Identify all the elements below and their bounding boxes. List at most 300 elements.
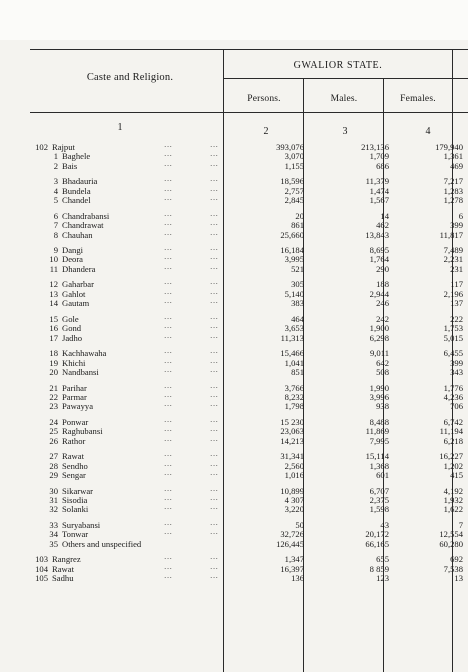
row-number: 103 xyxy=(35,554,48,565)
leader-dots: ··· xyxy=(210,427,219,436)
persons-value: 851 xyxy=(291,366,304,377)
table-row xyxy=(18,162,468,171)
males-value: 11,379 xyxy=(365,176,389,187)
row-name: Solanki xyxy=(62,504,89,515)
column-number-3: 3 xyxy=(342,126,348,137)
header-bottom-rule xyxy=(30,112,468,113)
row-name: Rajput xyxy=(52,142,75,152)
leader-dots: ··· xyxy=(164,564,173,573)
leader-dots: ··· xyxy=(210,358,219,367)
table-row xyxy=(18,437,468,446)
males-value: 655 xyxy=(376,554,389,565)
females-value: 1,278 xyxy=(443,195,463,206)
persons-value: 3,653 xyxy=(284,323,304,334)
persons-value: 464 xyxy=(291,313,304,324)
row-name: Bhadauria xyxy=(62,176,98,187)
row-name: Sengar xyxy=(62,470,86,481)
row-name: Gahlot xyxy=(62,288,86,299)
leader-dots: ··· xyxy=(210,186,219,195)
males-value: 7,995 xyxy=(369,435,389,446)
table-row xyxy=(18,324,468,333)
table-row xyxy=(18,196,468,205)
leader-dots: ··· xyxy=(164,349,173,358)
persons-value: 383 xyxy=(291,298,304,309)
column-number-2: 2 xyxy=(263,126,269,137)
row-name: Rangrez xyxy=(52,554,81,565)
persons-value: 25,660 xyxy=(280,229,304,240)
row-name: Others and unspecified xyxy=(62,538,142,549)
leader-dots: ··· xyxy=(210,333,219,342)
table-row xyxy=(18,555,468,564)
row-number: 16 xyxy=(49,323,58,334)
leader-dots: ··· xyxy=(210,177,219,186)
males-value: 11,869 xyxy=(365,426,389,437)
leader-dots: ··· xyxy=(210,402,219,411)
leader-dots: ··· xyxy=(210,264,219,273)
row-number: 12 xyxy=(49,279,58,290)
leader-dots: ··· xyxy=(164,520,173,529)
leader-dots: ··· xyxy=(164,289,173,298)
persons-value: 10,899 xyxy=(280,485,304,496)
males-value: 3,996 xyxy=(369,391,389,402)
persons-value: 16,397 xyxy=(280,563,304,574)
row-name: Sadhu xyxy=(52,573,74,584)
leader-dots: ··· xyxy=(164,333,173,342)
males-value: 6,298 xyxy=(369,332,389,343)
females-value: 399 xyxy=(450,357,463,368)
row-number: 23 xyxy=(49,401,58,412)
leader-dots: ··· xyxy=(210,324,219,333)
males-value: 290 xyxy=(376,263,389,274)
leader-dots: ··· xyxy=(210,555,219,564)
row-name: Chauhan xyxy=(62,229,93,240)
males-value: 1,709 xyxy=(369,151,389,162)
leader-dots: ··· xyxy=(210,161,219,170)
leader-dots: ··· xyxy=(164,427,173,436)
row-number: 10 xyxy=(49,254,58,265)
persons-value: 3,070 xyxy=(284,151,304,162)
row-number: 102 xyxy=(35,142,48,152)
persons-value: 1,155 xyxy=(284,160,304,171)
row-name: Bundela xyxy=(62,185,91,196)
leader-dots: ··· xyxy=(210,289,219,298)
row-number: 32 xyxy=(49,504,58,515)
header-females: Females. xyxy=(400,94,436,104)
table-row xyxy=(18,574,468,583)
males-value: 66,165 xyxy=(365,538,389,549)
row-name: Gautam xyxy=(62,298,90,309)
row-number: 22 xyxy=(49,391,58,402)
row-number: 5 xyxy=(53,195,58,206)
persons-value: 393,076 xyxy=(276,142,304,152)
males-value: 1,567 xyxy=(369,195,389,206)
leader-dots: ··· xyxy=(164,280,173,289)
row-number: 11 xyxy=(49,263,58,274)
table-row xyxy=(18,540,468,549)
row-number: 9 xyxy=(53,245,58,256)
males-value: 1,368 xyxy=(369,460,389,471)
table-row xyxy=(18,299,468,308)
table-row xyxy=(18,402,468,411)
males-value: 601 xyxy=(376,470,389,481)
persons-value: 126,445 xyxy=(276,538,304,549)
females-value: 469 xyxy=(450,160,463,171)
row-number: 26 xyxy=(49,435,58,446)
row-number: 2 xyxy=(53,160,58,171)
males-value: 123 xyxy=(376,573,389,584)
leader-dots: ··· xyxy=(210,452,219,461)
females-value: 343 xyxy=(450,366,463,377)
persons-value: 136 xyxy=(291,573,304,584)
row-number: 29 xyxy=(49,470,58,481)
males-value: 6,707 xyxy=(369,485,389,496)
row-name: Dangi xyxy=(62,245,84,256)
males-value: 1,474 xyxy=(369,185,389,196)
leader-dots: ··· xyxy=(210,152,219,161)
leader-dots: ··· xyxy=(210,461,219,470)
males-value: 242 xyxy=(376,313,389,324)
females-value: 1,932 xyxy=(443,494,463,505)
row-name: Bais xyxy=(62,160,78,171)
males-value: 462 xyxy=(376,220,389,231)
leader-dots: ··· xyxy=(164,471,173,480)
persons-value: 1,347 xyxy=(284,554,304,565)
row-name: Rawat xyxy=(62,451,84,462)
females-value: 60,280 xyxy=(439,538,463,549)
leader-dots: ··· xyxy=(210,530,219,539)
leader-dots: ··· xyxy=(210,471,219,480)
row-name: Deora xyxy=(62,254,83,265)
row-number: 21 xyxy=(49,382,58,393)
males-value: 8,695 xyxy=(369,245,389,256)
persons-value: 20 xyxy=(295,210,304,221)
row-number: 15 xyxy=(49,313,58,324)
males-value: 188 xyxy=(376,279,389,290)
males-value: 20,172 xyxy=(365,529,389,540)
header-gwalior-state: GWALIOR STATE. xyxy=(293,60,383,71)
females-value: 2,231 xyxy=(443,254,463,265)
row-number: 25 xyxy=(49,426,58,437)
row-name: Ponwar xyxy=(62,416,89,427)
leader-dots: ··· xyxy=(164,324,173,333)
females-value: 4,192 xyxy=(443,485,463,496)
females-value: 5,015 xyxy=(443,332,463,343)
row-name: Nandbansi xyxy=(62,366,99,377)
males-value: 13,843 xyxy=(365,229,389,240)
leader-dots: ··· xyxy=(164,383,173,392)
leader-dots: ··· xyxy=(210,349,219,358)
persons-value: 2,560 xyxy=(284,460,304,471)
females-value: 117 xyxy=(450,279,463,290)
females-value: 1,622 xyxy=(443,504,463,515)
persons-value: 3,995 xyxy=(284,254,304,265)
row-name: Kachhawaha xyxy=(62,348,107,359)
row-number: 8 xyxy=(53,229,58,240)
females-value: 7,217 xyxy=(443,176,463,187)
leader-dots: ··· xyxy=(210,417,219,426)
leader-dots: ··· xyxy=(210,255,219,264)
state-underline xyxy=(223,78,468,79)
persons-value: 16,184 xyxy=(280,245,304,256)
table-row xyxy=(18,246,468,255)
row-number: 27 xyxy=(49,451,58,462)
row-number: 104 xyxy=(35,563,48,574)
leader-dots: ··· xyxy=(164,299,173,308)
persons-value: 4 307 xyxy=(284,494,304,505)
leader-dots: ··· xyxy=(164,221,173,230)
row-name: Pawayya xyxy=(62,401,94,412)
leader-dots: ··· xyxy=(164,255,173,264)
row-number: 35 xyxy=(49,538,58,549)
males-value: 938 xyxy=(376,401,389,412)
row-name: Khichi xyxy=(62,357,86,368)
persons-value: 50 xyxy=(295,519,304,530)
males-value: 213,136 xyxy=(361,142,389,152)
leader-dots: ··· xyxy=(164,143,173,151)
females-value: 16,227 xyxy=(439,451,463,462)
females-value: 692 xyxy=(450,554,463,565)
persons-value: 14,213 xyxy=(280,435,304,446)
row-name: Sikarwar xyxy=(62,485,94,496)
row-number: 30 xyxy=(49,485,58,496)
leader-dots: ··· xyxy=(164,264,173,273)
females-value: 415 xyxy=(450,470,463,481)
leader-dots: ··· xyxy=(164,196,173,205)
females-value: 2,196 xyxy=(443,288,463,299)
leader-dots: ··· xyxy=(210,211,219,220)
header-caste-religion: Caste and Religion. xyxy=(86,72,174,83)
persons-value: 1,798 xyxy=(284,401,304,412)
leader-dots: ··· xyxy=(210,280,219,289)
leader-dots: ··· xyxy=(164,461,173,470)
leader-dots: ··· xyxy=(210,505,219,514)
males-value: 15,114 xyxy=(365,451,389,462)
leader-dots: ··· xyxy=(164,402,173,411)
page-top-margin xyxy=(0,0,468,40)
row-name: Chandrawat xyxy=(62,220,104,231)
leader-dots: ··· xyxy=(164,367,173,376)
row-number: 3 xyxy=(53,176,58,187)
table-row xyxy=(18,231,468,240)
leader-dots: ··· xyxy=(164,358,173,367)
leader-dots: ··· xyxy=(164,186,173,195)
row-number: 7 xyxy=(53,220,58,231)
row-name: Rawat xyxy=(52,563,74,574)
males-value: 642 xyxy=(376,357,389,368)
males-value: 686 xyxy=(376,160,389,171)
females-value: 11,817 xyxy=(439,229,463,240)
row-name: Chandrabansi xyxy=(62,210,110,221)
row-number: 6 xyxy=(53,210,58,221)
row-number: 33 xyxy=(49,519,58,530)
leader-dots: ··· xyxy=(210,367,219,376)
leader-dots: ··· xyxy=(164,574,173,583)
leader-dots: ··· xyxy=(210,299,219,308)
leader-dots: ··· xyxy=(210,383,219,392)
males-value: 8 859 xyxy=(369,563,389,574)
table-row xyxy=(18,152,468,161)
row-number: 14 xyxy=(49,298,58,309)
males-value: 1,900 xyxy=(369,323,389,334)
persons-value: 305 xyxy=(291,279,304,290)
females-value: 1,202 xyxy=(443,460,463,471)
persons-value: 521 xyxy=(291,263,304,274)
females-value: 6,218 xyxy=(443,435,463,446)
males-value: 1,598 xyxy=(369,504,389,515)
males-value: 508 xyxy=(376,366,389,377)
leader-dots: ··· xyxy=(210,196,219,205)
females-value: 6,455 xyxy=(443,348,463,359)
males-value: 2,375 xyxy=(369,494,389,505)
females-value: 1,776 xyxy=(443,382,463,393)
leader-dots: ··· xyxy=(210,314,219,323)
leader-dots: ··· xyxy=(164,452,173,461)
row-name: Tonwar xyxy=(62,529,89,540)
leader-dots: ··· xyxy=(164,417,173,426)
table-row xyxy=(18,334,468,343)
leader-dots: ··· xyxy=(210,520,219,529)
column-number-4: 4 xyxy=(425,126,431,137)
leader-dots: ··· xyxy=(164,495,173,504)
leader-dots: ··· xyxy=(210,564,219,573)
females-value: 7,538 xyxy=(443,563,463,574)
persons-value: 861 xyxy=(291,220,304,231)
persons-value: 3,766 xyxy=(284,382,304,393)
row-name: Dhandera xyxy=(62,263,96,274)
leader-dots: ··· xyxy=(164,436,173,445)
males-value: 43 xyxy=(380,519,389,530)
females-value: 12,554 xyxy=(439,529,463,540)
leader-dots: ··· xyxy=(164,152,173,161)
persons-value: 15 230 xyxy=(280,416,304,427)
persons-value: 5,140 xyxy=(284,288,304,299)
table-row xyxy=(18,349,468,358)
table-row xyxy=(18,280,468,289)
leader-dots: ··· xyxy=(164,530,173,539)
females-value: 7,489 xyxy=(443,245,463,256)
females-value: 11,194 xyxy=(439,426,463,437)
row-name: Raghubansi xyxy=(62,426,103,437)
table-row xyxy=(18,427,468,436)
females-value: 706 xyxy=(450,401,463,412)
leader-dots: ··· xyxy=(164,230,173,239)
row-number: 19 xyxy=(49,357,58,368)
leader-dots: ··· xyxy=(210,436,219,445)
females-value: 1,361 xyxy=(443,151,463,162)
table-row xyxy=(18,565,468,574)
row-number: 1 xyxy=(53,151,58,162)
persons-value: 11,313 xyxy=(280,332,304,343)
persons-value: 2,757 xyxy=(284,185,304,196)
row-number: 24 xyxy=(49,416,58,427)
males-value: 9,011 xyxy=(369,348,389,359)
leader-dots: ··· xyxy=(210,486,219,495)
table-row xyxy=(18,505,468,514)
males-value: 1,990 xyxy=(369,382,389,393)
row-name: Parmar xyxy=(62,391,87,402)
females-value: 1,753 xyxy=(443,323,463,334)
row-name: Gole xyxy=(62,313,79,324)
row-name: Suryabansi xyxy=(62,519,101,530)
leader-dots: ··· xyxy=(164,211,173,220)
females-value: 6,742 xyxy=(443,416,463,427)
header-males: Males. xyxy=(330,94,358,104)
row-name: Gond xyxy=(62,323,82,334)
males-value: 2,944 xyxy=(369,288,389,299)
persons-value: 31,341 xyxy=(280,451,304,462)
row-number: 4 xyxy=(53,185,58,196)
persons-value: 18,596 xyxy=(280,176,304,187)
row-number: 17 xyxy=(49,332,58,343)
leader-dots: ··· xyxy=(210,246,219,255)
leader-dots: ··· xyxy=(164,505,173,514)
leader-dots: ··· xyxy=(164,314,173,323)
row-name: Sisodia xyxy=(62,494,88,505)
persons-value: 1,016 xyxy=(284,470,304,481)
row-number: 34 xyxy=(49,529,58,540)
leader-dots: ··· xyxy=(164,161,173,170)
row-name: Jadho xyxy=(62,332,83,343)
females-value: 4,236 xyxy=(443,391,463,402)
females-value: 6 xyxy=(458,210,463,221)
females-value: 231 xyxy=(450,263,463,274)
row-name: Parihar xyxy=(62,382,87,393)
table-row xyxy=(18,368,468,377)
females-value: 399 xyxy=(450,220,463,231)
row-name: Gaharbar xyxy=(62,279,94,290)
males-value: 1,764 xyxy=(369,254,389,265)
females-value: 1,283 xyxy=(443,185,463,196)
table-top-rule xyxy=(30,49,468,50)
persons-value: 3,220 xyxy=(284,504,304,515)
table-row xyxy=(18,265,468,274)
persons-value: 8,232 xyxy=(284,391,304,402)
males-value: 8,488 xyxy=(369,416,389,427)
row-number: 20 xyxy=(49,366,58,377)
row-name: Baghele xyxy=(62,151,91,162)
persons-value: 1,041 xyxy=(284,357,304,368)
leader-dots: ··· xyxy=(210,392,219,401)
leader-dots: ··· xyxy=(210,230,219,239)
leader-dots: ··· xyxy=(210,221,219,230)
row-number: 105 xyxy=(35,573,48,584)
leader-dots: ··· xyxy=(210,495,219,504)
column-number-1: 1 xyxy=(117,122,123,133)
females-value: 13 xyxy=(454,573,463,584)
females-value: 179,940 xyxy=(435,142,463,152)
row-number: 31 xyxy=(49,494,58,505)
row-number: 18 xyxy=(49,348,58,359)
caste-table-body xyxy=(18,143,468,583)
row-name: Chandel xyxy=(62,195,91,206)
leader-dots: ··· xyxy=(164,392,173,401)
row-name: Rathor xyxy=(62,435,86,446)
males-value: 246 xyxy=(376,298,389,309)
leader-dots: ··· xyxy=(164,246,173,255)
header-persons: Persons. xyxy=(247,94,281,104)
row-number: 13 xyxy=(49,288,58,299)
males-value: 14 xyxy=(380,210,389,221)
persons-value: 32,726 xyxy=(280,529,304,540)
females-value: 7 xyxy=(458,519,463,530)
leader-dots: ··· xyxy=(210,574,219,583)
persons-value: 23,063 xyxy=(280,426,304,437)
leader-dots: ··· xyxy=(164,177,173,186)
row-number: 28 xyxy=(49,460,58,471)
leader-dots: ··· xyxy=(210,143,219,151)
leader-dots: ··· xyxy=(164,555,173,564)
leader-dots: ··· xyxy=(164,486,173,495)
